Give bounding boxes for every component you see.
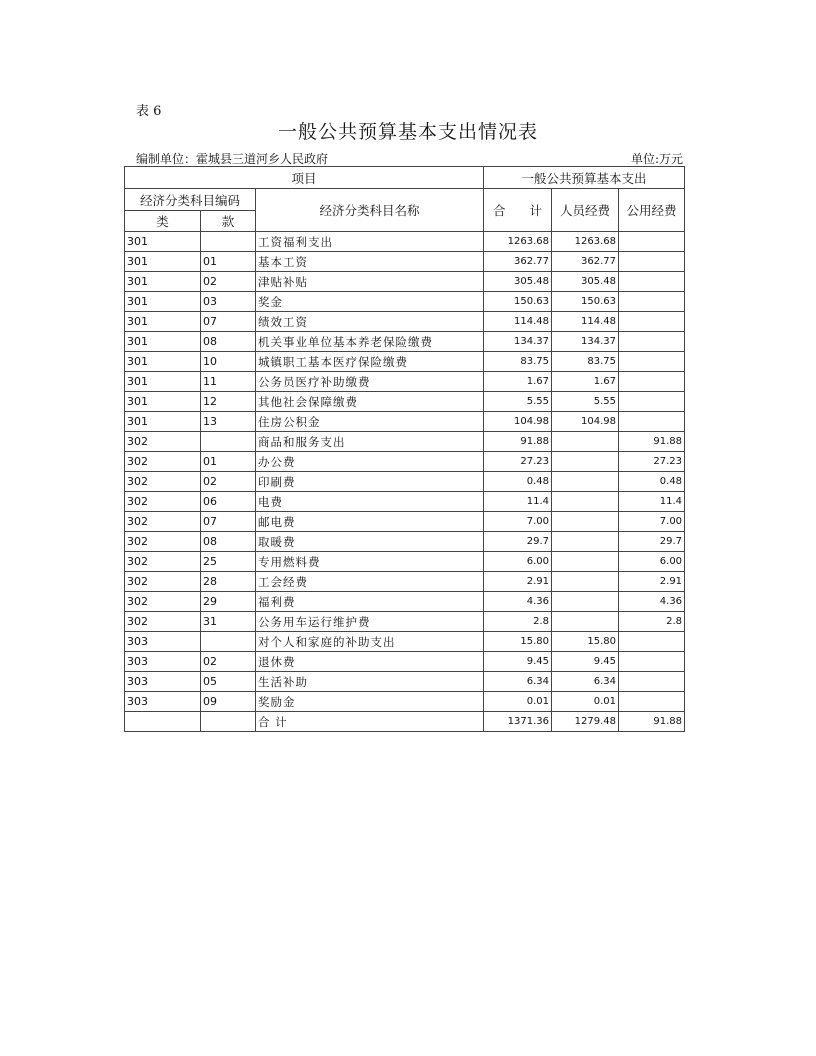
- total-cell: 5.55: [484, 392, 552, 412]
- total-cell: 15.80: [484, 632, 552, 652]
- total-cell: 91.88: [484, 432, 552, 452]
- table-row: [125, 492, 685, 512]
- category-cell: 302: [125, 512, 201, 532]
- table-row: [125, 252, 685, 272]
- category-cell: 303: [125, 692, 201, 712]
- item-cell: 06: [201, 492, 256, 512]
- table-row: [125, 312, 685, 332]
- personnel-cell: 362.77: [552, 252, 619, 272]
- public-cell: [619, 392, 685, 412]
- table-row: [125, 612, 685, 632]
- category-cell: 301: [125, 272, 201, 292]
- name-cell: 奖金: [256, 292, 484, 312]
- name-cell: 邮电费: [256, 512, 484, 532]
- total-cell: 6.34: [484, 672, 552, 692]
- table-number: 表 6: [136, 104, 162, 119]
- item-cell: 28: [201, 572, 256, 592]
- name-cell: 办公费: [256, 452, 484, 472]
- table-row: [125, 652, 685, 672]
- total-cell: 7.00: [484, 512, 552, 532]
- public-cell: 91.88: [619, 432, 685, 452]
- item-cell: 12: [201, 392, 256, 412]
- item-cell: 10: [201, 352, 256, 372]
- header-project: 项目: [125, 167, 484, 189]
- public-cell: [619, 292, 685, 312]
- total-cell: 0.48: [484, 472, 552, 492]
- table-row: [125, 532, 685, 552]
- personnel-cell: [552, 572, 619, 592]
- total-cell: 134.37: [484, 332, 552, 352]
- public-cell: [619, 232, 685, 252]
- category-cell: 302: [125, 532, 201, 552]
- public-cell: 2.91: [619, 572, 685, 592]
- name-cell: 公务用车运行维护费: [256, 612, 484, 632]
- total-cell: 150.63: [484, 292, 552, 312]
- header-total: 合 计: [484, 189, 552, 232]
- public-cell: 2.8: [619, 612, 685, 632]
- table-row: [125, 572, 685, 592]
- public-cell: [619, 692, 685, 712]
- name-cell: 工资福利支出: [256, 232, 484, 252]
- public-cell: 27.23: [619, 452, 685, 472]
- category-cell: 301: [125, 332, 201, 352]
- total-cell: 11.4: [484, 492, 552, 512]
- name-cell: 住房公积金: [256, 412, 484, 432]
- item-cell: 05: [201, 672, 256, 692]
- personnel-cell: 1.67: [552, 372, 619, 392]
- personnel-cell: 5.55: [552, 392, 619, 412]
- table-row: [125, 232, 685, 252]
- item-cell: 02: [201, 272, 256, 292]
- item-cell: 01: [201, 252, 256, 272]
- table-row: [125, 292, 685, 312]
- item-cell: 25: [201, 552, 256, 572]
- public-cell: [619, 672, 685, 692]
- total-cell: 1371.36: [484, 712, 552, 732]
- name-cell: 对个人和家庭的补助支出: [256, 632, 484, 652]
- table-row: [125, 452, 685, 472]
- category-cell: 303: [125, 672, 201, 692]
- table-row: [125, 332, 685, 352]
- public-cell: [619, 352, 685, 372]
- category-cell: 301: [125, 312, 201, 332]
- total-cell: 104.98: [484, 412, 552, 432]
- header-personnel: 人员经费: [552, 189, 619, 232]
- header-code-group: 经济分类科目编码: [125, 189, 256, 211]
- total-cell: 6.00: [484, 552, 552, 572]
- public-cell: [619, 372, 685, 392]
- category-cell: 302: [125, 552, 201, 572]
- item-cell: 08: [201, 332, 256, 352]
- personnel-cell: 1263.68: [552, 232, 619, 252]
- table-row: [125, 632, 685, 652]
- table-row: [125, 412, 685, 432]
- personnel-cell: [552, 612, 619, 632]
- personnel-cell: [552, 512, 619, 532]
- total-cell: 2.8: [484, 612, 552, 632]
- item-cell: [201, 232, 256, 252]
- name-cell: 基本工资: [256, 252, 484, 272]
- table-row: [125, 392, 685, 412]
- header-budget-group: 一般公共预算基本支出: [484, 167, 685, 189]
- total-cell: 4.36: [484, 592, 552, 612]
- name-cell: 津贴补贴: [256, 272, 484, 292]
- table-row: [125, 272, 685, 292]
- item-cell: 13: [201, 412, 256, 432]
- public-cell: [619, 412, 685, 432]
- page-title: 一般公共预算基本支出情况表: [277, 121, 538, 143]
- personnel-cell: 305.48: [552, 272, 619, 292]
- total-cell: 1.67: [484, 372, 552, 392]
- table-row: [125, 512, 685, 532]
- item-cell: 07: [201, 312, 256, 332]
- public-cell: 4.36: [619, 592, 685, 612]
- name-cell: 电费: [256, 492, 484, 512]
- total-cell: 1263.68: [484, 232, 552, 252]
- category-cell: 301: [125, 252, 201, 272]
- total-cell: 362.77: [484, 252, 552, 272]
- item-cell: 08: [201, 532, 256, 552]
- public-cell: 7.00: [619, 512, 685, 532]
- item-cell: 29: [201, 592, 256, 612]
- table-row: [125, 432, 685, 452]
- public-cell: 0.48: [619, 472, 685, 492]
- personnel-cell: 6.34: [552, 672, 619, 692]
- category-cell: 301: [125, 392, 201, 412]
- currency-unit: 单位:万元: [630, 152, 683, 166]
- compiler-unit: 编制单位：霍城县三道河乡人民政府: [136, 152, 329, 166]
- personnel-cell: 114.48: [552, 312, 619, 332]
- personnel-cell: [552, 592, 619, 612]
- personnel-cell: 1279.48: [552, 712, 619, 732]
- total-cell: 83.75: [484, 352, 552, 372]
- total-cell: 29.7: [484, 532, 552, 552]
- header-category: 类: [125, 211, 201, 232]
- table-row: [125, 352, 685, 372]
- table-row: [125, 712, 685, 732]
- category-cell: 302: [125, 492, 201, 512]
- name-cell: 生活补助: [256, 672, 484, 692]
- public-cell: 6.00: [619, 552, 685, 572]
- header-item-name: 经济分类科目名称: [256, 189, 484, 232]
- category-cell: 302: [125, 472, 201, 492]
- public-cell: [619, 312, 685, 332]
- public-cell: [619, 272, 685, 292]
- public-cell: [619, 332, 685, 352]
- personnel-cell: [552, 532, 619, 552]
- name-cell: 绩效工资: [256, 312, 484, 332]
- personnel-cell: 83.75: [552, 352, 619, 372]
- personnel-cell: 134.37: [552, 332, 619, 352]
- category-cell: 301: [125, 412, 201, 432]
- item-cell: 01: [201, 452, 256, 472]
- category-cell: 301: [125, 372, 201, 392]
- public-cell: 29.7: [619, 532, 685, 552]
- category-cell: 302: [125, 572, 201, 592]
- item-cell: [201, 432, 256, 452]
- table-row: [125, 592, 685, 612]
- name-cell: 退休费: [256, 652, 484, 672]
- name-cell: 合 计: [256, 712, 484, 732]
- item-cell: 11: [201, 372, 256, 392]
- personnel-cell: [552, 492, 619, 512]
- item-cell: 09: [201, 692, 256, 712]
- budget-table: [124, 166, 685, 732]
- total-cell: 0.01: [484, 692, 552, 712]
- name-cell: 其他社会保障缴费: [256, 392, 484, 412]
- personnel-cell: 150.63: [552, 292, 619, 312]
- name-cell: 专用燃料费: [256, 552, 484, 572]
- name-cell: 工会经费: [256, 572, 484, 592]
- category-cell: 303: [125, 632, 201, 652]
- category-cell: 301: [125, 232, 201, 252]
- item-cell: 02: [201, 472, 256, 492]
- total-cell: 9.45: [484, 652, 552, 672]
- personnel-cell: [552, 432, 619, 452]
- personnel-cell: 15.80: [552, 632, 619, 652]
- name-cell: 取暖费: [256, 532, 484, 552]
- table-row: [125, 552, 685, 572]
- item-cell: [201, 632, 256, 652]
- item-cell: [201, 712, 256, 732]
- public-cell: [619, 252, 685, 272]
- personnel-cell: [552, 552, 619, 572]
- item-cell: 07: [201, 512, 256, 532]
- personnel-cell: 9.45: [552, 652, 619, 672]
- header-item: 款: [201, 211, 256, 232]
- total-cell: 114.48: [484, 312, 552, 332]
- personnel-cell: [552, 472, 619, 492]
- table-row: [125, 472, 685, 492]
- header-public: 公用经费: [619, 189, 685, 232]
- name-cell: 公务员医疗补助缴费: [256, 372, 484, 392]
- name-cell: 福利费: [256, 592, 484, 612]
- total-cell: 2.91: [484, 572, 552, 592]
- name-cell: 奖励金: [256, 692, 484, 712]
- public-cell: [619, 652, 685, 672]
- public-cell: 11.4: [619, 492, 685, 512]
- category-cell: 302: [125, 432, 201, 452]
- name-cell: 印刷费: [256, 472, 484, 492]
- category-cell: 301: [125, 352, 201, 372]
- category-cell: 302: [125, 592, 201, 612]
- category-cell: 303: [125, 652, 201, 672]
- total-cell: 27.23: [484, 452, 552, 472]
- category-cell: 302: [125, 612, 201, 632]
- category-cell: 302: [125, 452, 201, 472]
- item-cell: 02: [201, 652, 256, 672]
- personnel-cell: 0.01: [552, 692, 619, 712]
- table-row: [125, 692, 685, 712]
- table-row: [125, 672, 685, 692]
- public-cell: [619, 632, 685, 652]
- total-cell: 305.48: [484, 272, 552, 292]
- name-cell: 城镇职工基本医疗保险缴费: [256, 352, 484, 372]
- personnel-cell: 104.98: [552, 412, 619, 432]
- name-cell: 商品和服务支出: [256, 432, 484, 452]
- public-cell: 91.88: [619, 712, 685, 732]
- table-row: [125, 372, 685, 392]
- personnel-cell: [552, 452, 619, 472]
- category-cell: 301: [125, 292, 201, 312]
- item-cell: 03: [201, 292, 256, 312]
- item-cell: 31: [201, 612, 256, 632]
- name-cell: 机关事业单位基本养老保险缴费: [256, 332, 484, 352]
- category-cell: [125, 712, 201, 732]
